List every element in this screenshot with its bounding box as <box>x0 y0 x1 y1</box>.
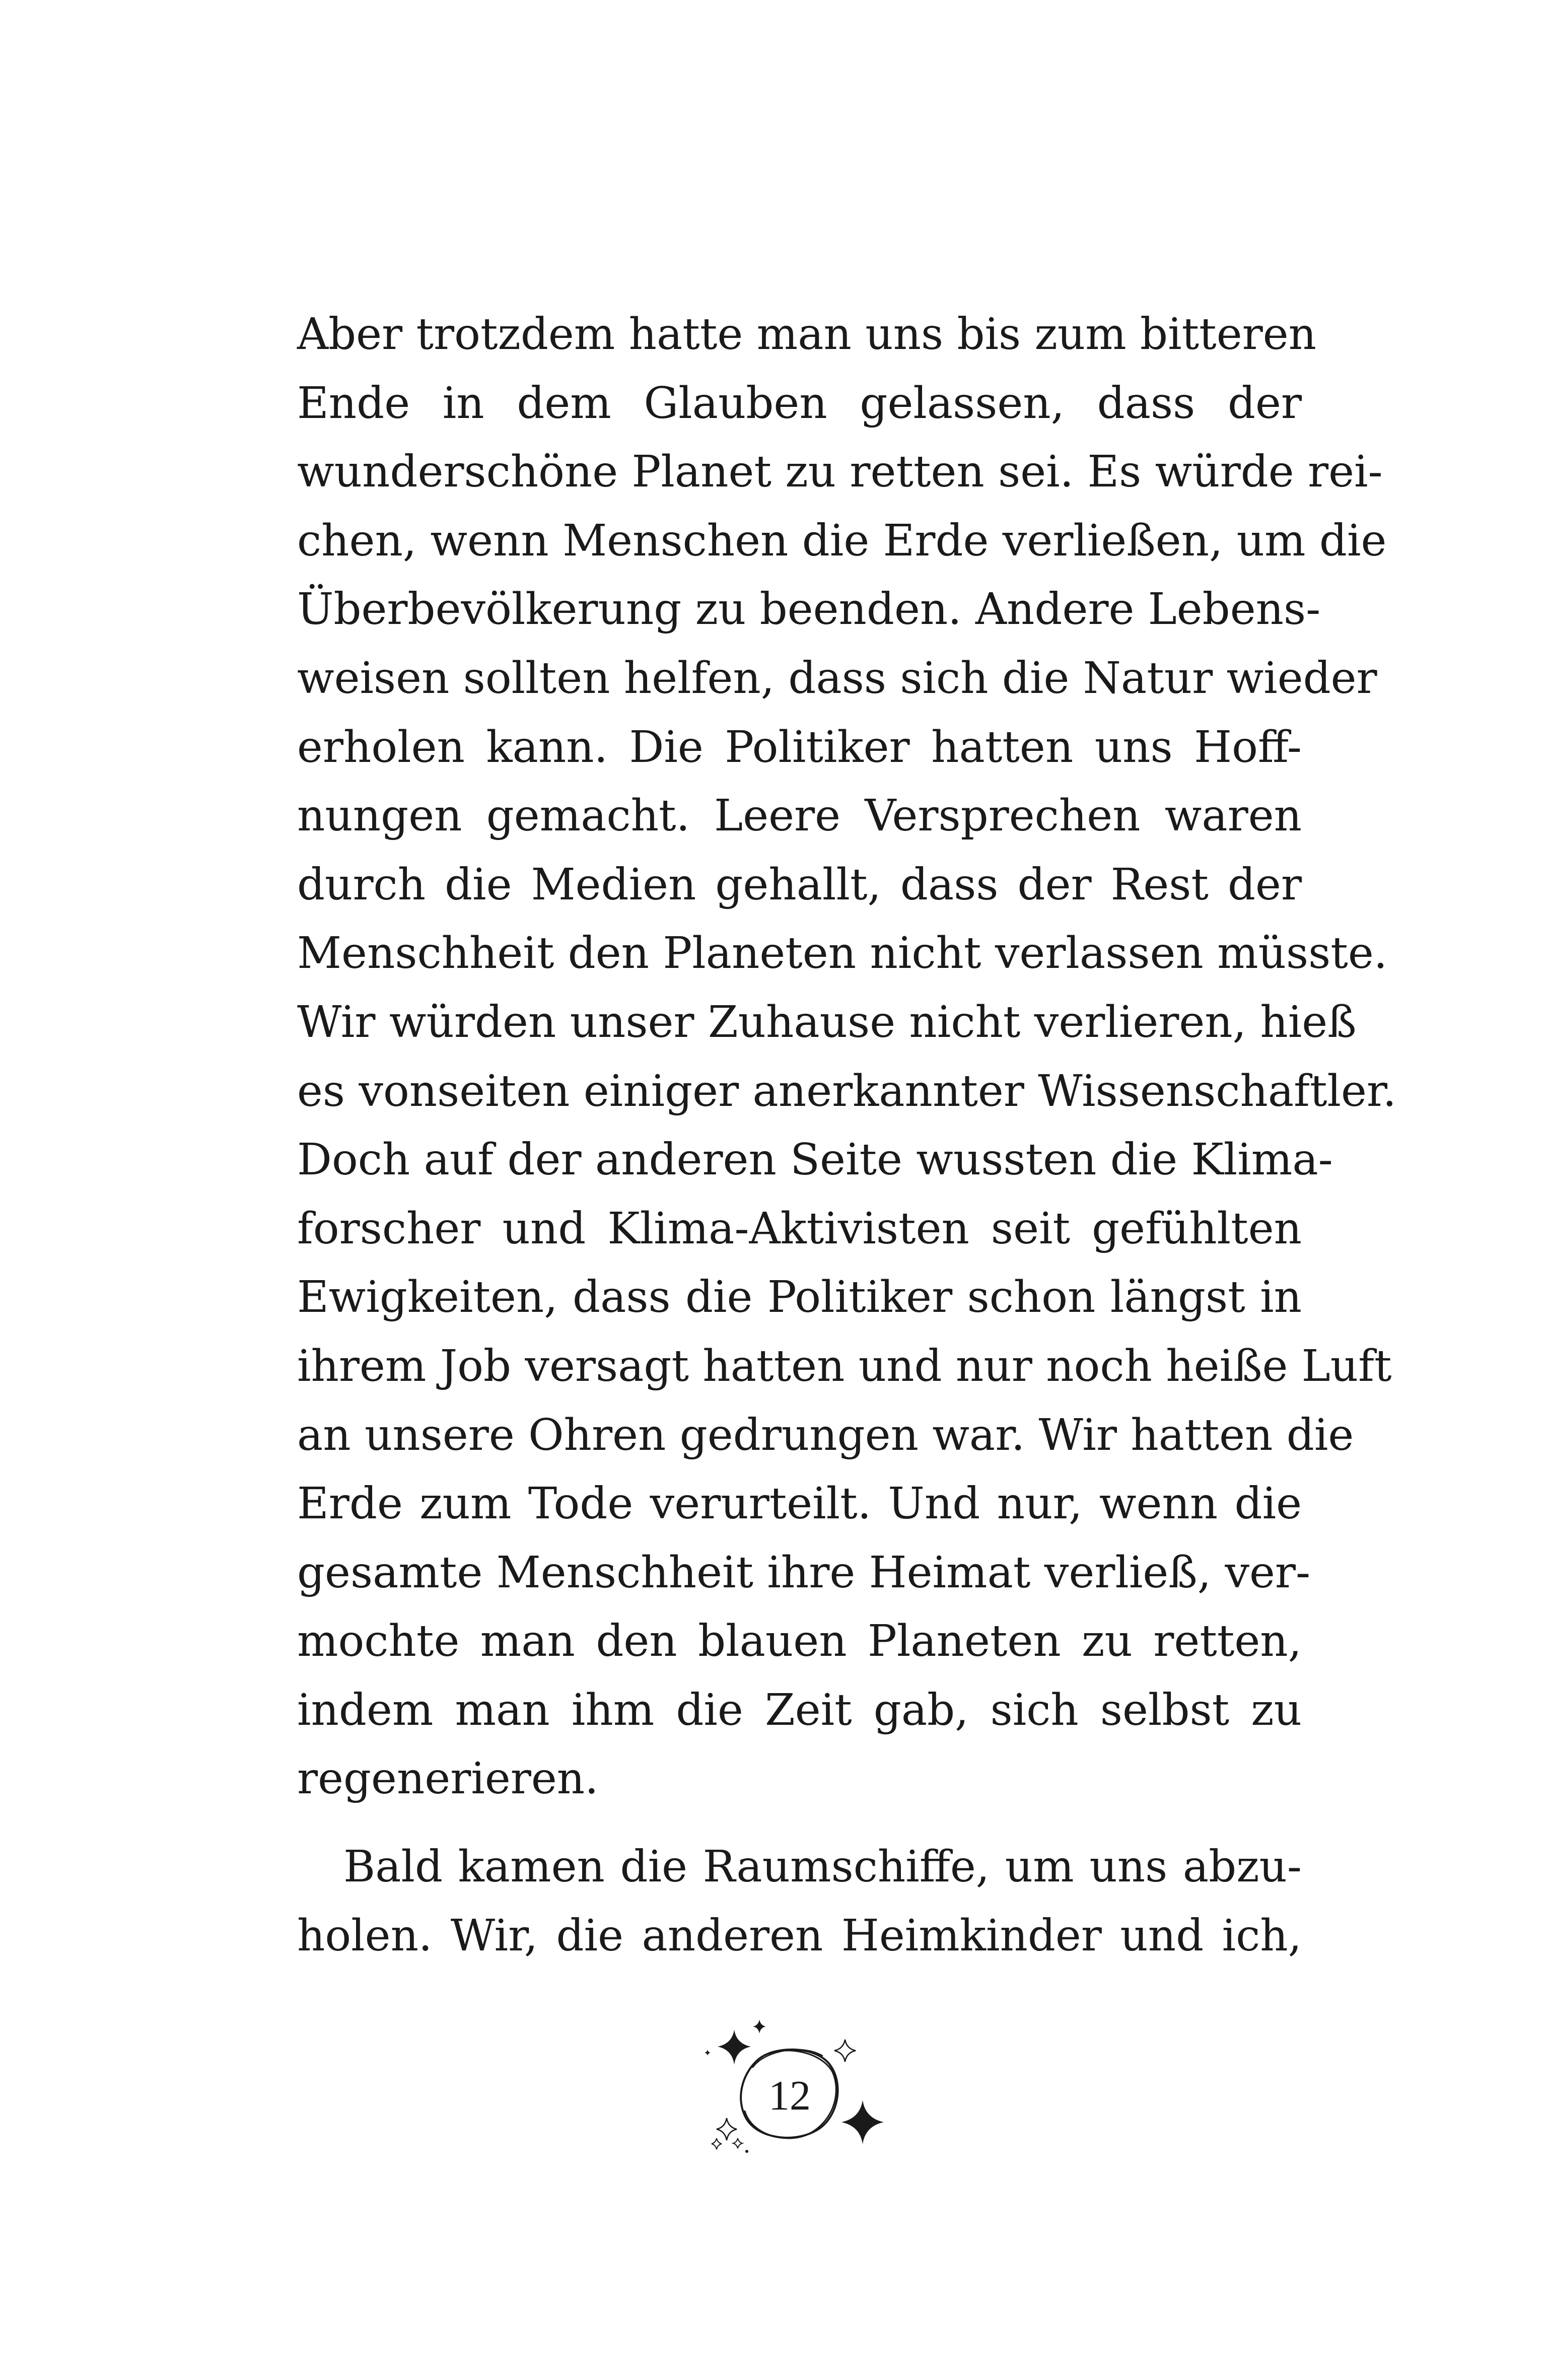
body-text <box>297 300 1396 1970</box>
paragraph-spacing <box>297 1813 1302 1833</box>
text-line: Menschheit den Planeten nicht verlassen müsste. <box>297 928 1388 979</box>
paragraph-2 <box>297 1833 1302 1970</box>
text-line: indem man ihm die Zeit gab, sich selbst zu <box>297 1685 1302 1735</box>
text-line: erholen kann. Die Politiker hatten uns Hoff- <box>297 722 1302 773</box>
text-line: Erde zum Tode verurteilt. Und nur, wenn die <box>297 1479 1302 1529</box>
text-line: Ende in dem Glauben gelassen, dass der <box>297 378 1302 429</box>
text-line: an unsere Ohren gedrungen war. Wir hatten die <box>297 1410 1354 1460</box>
text-line: Aber trotzdem hatte man uns bis zum bitteren <box>297 309 1317 360</box>
text-line: holen. Wir, die anderen Heimkinder und ich, <box>297 1910 1302 1961</box>
text-line: Doch auf der anderen Seite wussten die Klima- <box>297 1135 1333 1185</box>
paragraph-1 <box>297 300 1396 1813</box>
text-line: Überbevölkerung zu beenden. Andere Lebens- <box>297 584 1321 635</box>
text-line: Bald kamen die Raumschiffe, um uns abzu- <box>343 1842 1302 1893</box>
text-line: chen, wenn Menschen die Erde verließen, um die <box>297 515 1387 566</box>
text-line: durch die Medien gehallt, dass der Rest der <box>297 859 1302 910</box>
text-line: Ewigkeiten, dass die Politiker schon längst in <box>297 1272 1302 1323</box>
text-line: forscher und Klima-Aktivisten seit gefühlten <box>297 1203 1302 1254</box>
text-line: wunderschöne Planet zu retten sei. Es würde rei- <box>297 447 1383 498</box>
page-number: 12 <box>768 2072 811 2119</box>
text-line: regenerieren. <box>297 1754 599 1804</box>
text-line: nungen gemacht. Leere Versprechen waren <box>297 791 1302 842</box>
text-line: weisen sollten helfen, dass sich die Natur wieder <box>297 653 1377 704</box>
text-line: gesamte Menschheit ihre Heimat verließ, ver- <box>297 1547 1311 1598</box>
text-line: ihrem Job versagt hatten und nur noch heiße Luft <box>297 1341 1392 1391</box>
text-line: Wir würden unser Zuhause nicht verlieren, hieß <box>297 997 1357 1047</box>
page-number-ornament <box>696 2019 888 2171</box>
text-line: es vonseiten einiger anerkannter Wissenschaftler. <box>297 1066 1396 1116</box>
text-line: mochte man den blauen Planeten zu retten, <box>297 1616 1302 1667</box>
